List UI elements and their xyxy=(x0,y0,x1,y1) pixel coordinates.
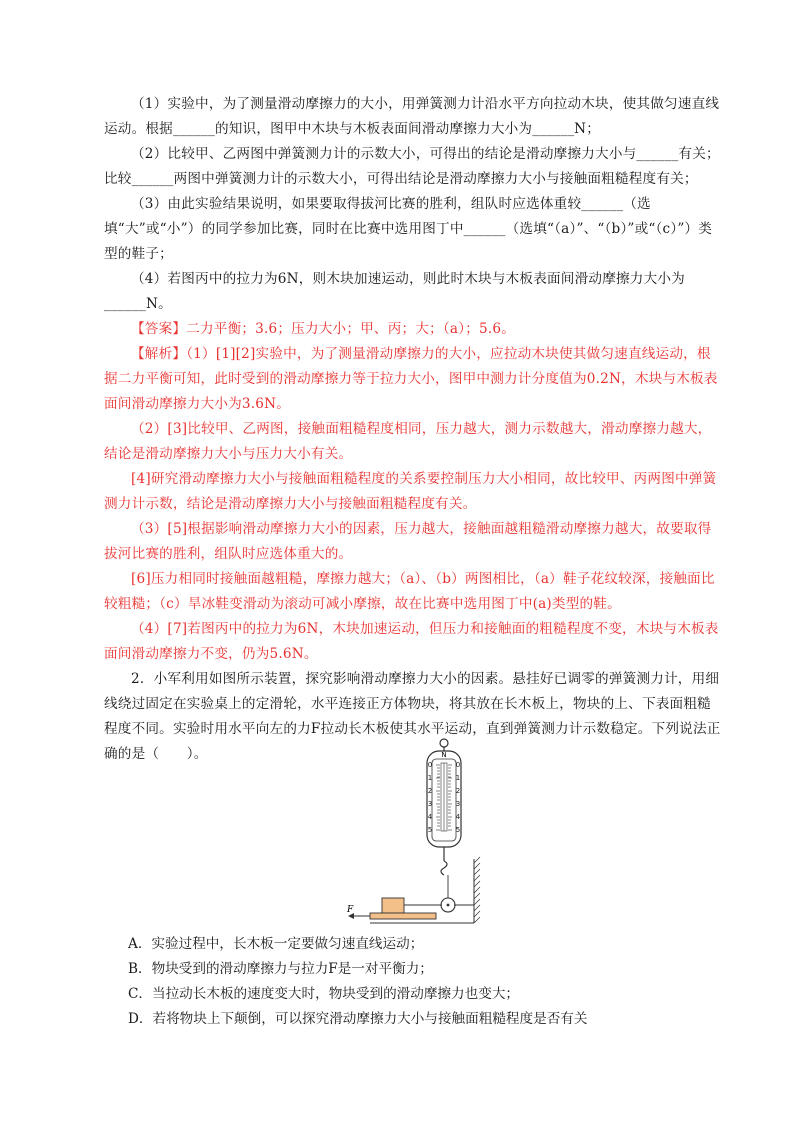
analysis-part-6: （4）[7]若图丙中的拉力为6N，木块加速运动，但压力和接触面的粗糙程度不变，木块与木板表面间滑动摩擦力不变，仍为5.6N。 xyxy=(104,621,719,662)
scale-num-left-4: 4 xyxy=(427,813,433,821)
cube-block xyxy=(382,898,404,913)
option-b: B．物块受到的滑动摩擦力与拉力F是一对平衡力； xyxy=(128,961,433,977)
scale-num-left-2: 2 xyxy=(427,787,433,795)
answer-tag: 【答案】 xyxy=(131,321,187,337)
question-2-stem: 2．小军利用如图所示装置，探究影响滑动摩擦力大小的因素。悬挂好已调零的弹簧测力计，用细线绕过固定在实验桌上的定滑轮，水平连接正方体物块，将其放在长木板上，物块的上、下表面粗糙程度不同。实验时用水平向左的力F拉动长木板使其水平运动，直到弹簧测力计示数稳定。下列说法正确的是（ ）。 xyxy=(104,671,721,762)
scale-num-left-3: 3 xyxy=(427,800,433,808)
option-c: C．当拉动长木板的速度变大时，物块受到的滑动摩擦力也变大； xyxy=(128,986,520,1002)
scale-num-left-1: 1 xyxy=(427,774,433,782)
analysis-part-5: [6]压力相同时接触面越粗糙，摩擦力越大；（a）、（b）两图相比，（a）鞋子花纹较深，接触面比较粗糙；（c）旱冰鞋变滑动为滚动可减小摩擦，故在比赛中选用图丁中(a)类型的鞋。 xyxy=(104,571,715,612)
scale-num-right-5: 5 xyxy=(455,826,461,834)
analysis-part-2: （2）[3]比较甲、乙两图，接触面粗糙程度相同，压力越大，测力示数越大，滑动摩擦力越大，结论是滑动摩擦力大小与压力大小有关。 xyxy=(104,421,712,462)
answer-text: 二力平衡；3.6；压力大小；甲、丙；大；（a）；5.6。 xyxy=(186,321,515,337)
q1-part-3: （3）由此实验结果说明，如果要取得拔河比赛的胜利，组队时应选体重较______（选填“大”或“小”）的同学参加比赛，同时在比赛中选用图丁中______（选填“（a）”、“（b）”或“（c）”）类型的鞋子； xyxy=(104,196,713,262)
apparatus-diagram xyxy=(344,737,494,927)
question-1-block xyxy=(104,92,722,767)
q1-part-2: （2）比较甲、乙两图中弹簧测力计的示数大小，可得出的结论是滑动摩擦力大小与______有关；比较______两图中弹簧测力计的示数大小，可得出结论是滑动摩擦力大小与接触面粗糙程度有关； xyxy=(104,146,720,187)
scale-num-left-0: 0 xyxy=(427,761,433,769)
analysis-part-1 xyxy=(104,342,722,417)
force-label: F xyxy=(347,905,354,915)
analysis-text-1: （1）[1][2]实验中，为了测量滑动摩擦力的大小，应拉动木块使其做匀速直线运动，根据二力平衡可知，此时受到的滑动摩擦力等于拉力大小，图甲中测力计分度值为0.2N，木块与木板表面间滑动摩擦力大小为3.6N。 xyxy=(104,346,718,412)
q1-part-1: （1）实验中，为了测量滑动摩擦力的大小，用弹簧测力计沿水平方向拉动木块，使其做匀速直线运动。根据______的知识，图甲中木块与木板表面间滑动摩擦力大小为______N； xyxy=(104,96,720,137)
scale-num-right-4: 4 xyxy=(455,813,461,821)
analysis-part-3: [4]研究滑动摩擦力大小与接触面粗糙程度的关系要控制压力大小相同，故比较甲、丙两图中弹簧测力计示数，结论是滑动摩擦力大小与接触面粗糙程度有关。 xyxy=(104,471,717,512)
scale-num-right-2: 2 xyxy=(455,787,461,795)
scale-num-right-3: 3 xyxy=(455,800,461,808)
long-board xyxy=(370,913,436,919)
option-d: D．若将物块上下颠倒，可以探究滑动摩擦力大小与接触面粗糙程度是否有关 xyxy=(128,1011,588,1027)
analysis-part-4: （3）[5]根据影响滑动摩擦力大小的因素，压力越大，接触面越粗糙滑动摩擦力越大，故要取得拔河比赛的胜利，组队时应选体重大的。 xyxy=(104,521,712,562)
answer-line xyxy=(104,317,722,342)
analysis-tag: 【解析】 xyxy=(131,346,187,362)
scale-num-left-5: 5 xyxy=(427,826,433,834)
q2-options xyxy=(128,932,588,1032)
option-a: A．实验过程中，长木板一定要做匀速直线运动； xyxy=(128,936,424,952)
spring-scale-figure xyxy=(344,737,494,927)
scale-unit-label: N xyxy=(441,751,447,759)
scale-num-right-1: 1 xyxy=(455,774,461,782)
scale-num-right-0: 0 xyxy=(455,761,461,769)
q1-part-4: （4）若图丙中的拉力为6N，则木块加速运动，则此时木块与木板表面间滑动摩擦力大小为______N。 xyxy=(104,271,685,312)
